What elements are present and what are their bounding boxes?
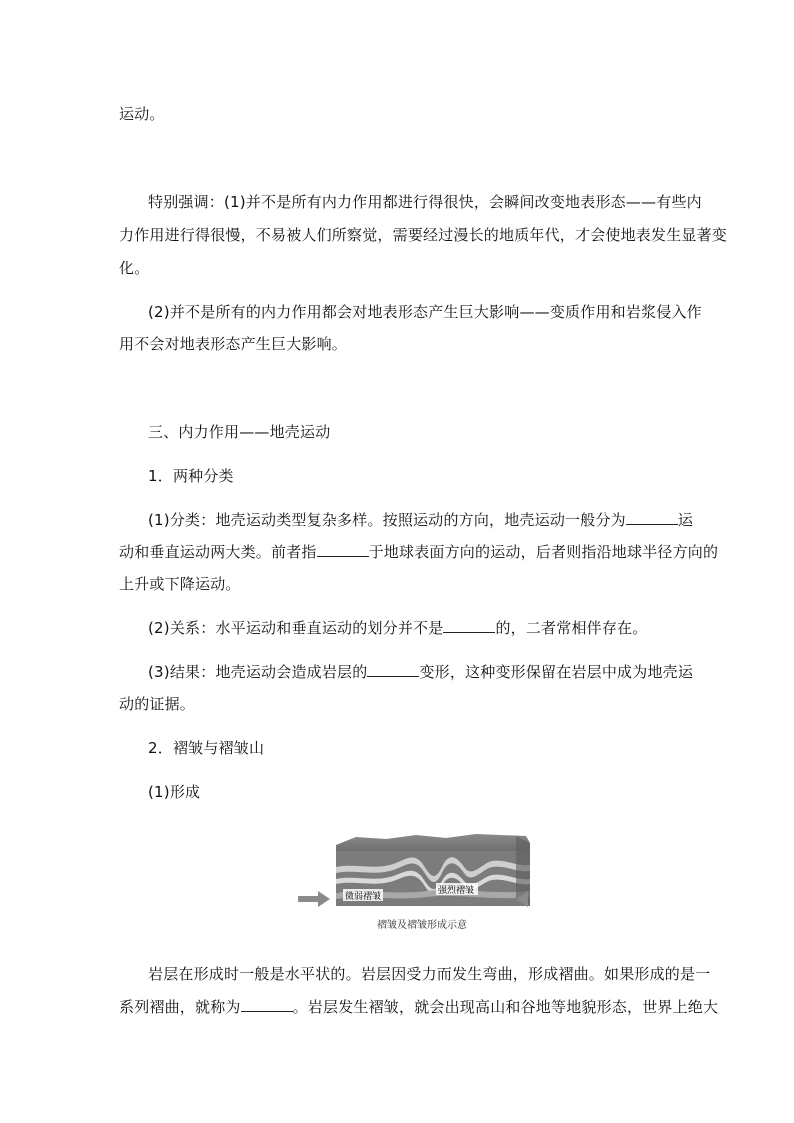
text-line	[119, 541, 718, 562]
text-line	[148, 617, 647, 638]
text-line: 岩层在形成时一般是水平状的。岩层因受力而发生弯曲，形成褶曲。如果形成的是一	[148, 965, 711, 983]
text-span: (2)关系：水平运动和垂直运动的划分并不是	[148, 619, 444, 637]
text-span: 动和垂直运动两大类。前者指	[119, 543, 317, 561]
left-arrow-icon	[298, 891, 330, 907]
label-strong-folding: 强烈褶皱	[438, 886, 475, 896]
fill-blank[interactable]	[241, 997, 293, 1012]
text-span: 变形，这种变形保留在岩层中成为地壳运	[419, 663, 694, 681]
text-line: 动的证据。	[119, 695, 196, 713]
text-span: 于地球表面方向的运动，后者则指沿地球半径方向的	[368, 543, 719, 561]
figure-caption: 褶皱及褶皱形成示意	[377, 920, 467, 931]
fill-blank[interactable]	[626, 510, 678, 525]
subsection-heading: 1．两种分类	[148, 467, 234, 485]
text-line: 力作用进行得很慢，不易被人们所察觉，需要经过漫长的地质年代，才会使地表发生显著变	[119, 226, 728, 244]
text-line: (1)形成	[148, 783, 201, 801]
fold-diagram	[296, 833, 531, 918]
text-span: (1)分类：地壳运动类型复杂多样。按照运动的方向，地壳运动一般分为	[148, 511, 626, 529]
text-span: 。岩层发生褶皱，就会出现高山和谷地等地貌形态，世界上绝大	[292, 998, 719, 1016]
text-line	[119, 996, 718, 1017]
text-span: 运	[677, 511, 694, 529]
text-line: 运动。	[119, 105, 165, 123]
text-line	[148, 661, 693, 682]
label-weak-folding: 微弱褶皱	[345, 892, 382, 902]
fill-blank[interactable]	[443, 618, 495, 633]
subsection-heading: 2．褶皱与褶皱山	[148, 739, 265, 757]
fill-blank[interactable]	[367, 662, 419, 677]
text-span: (3)结果：地壳运动会造成岩层的	[148, 663, 368, 681]
text-line: 化。	[119, 259, 150, 277]
text-line	[148, 509, 693, 530]
fill-blank[interactable]	[317, 542, 369, 557]
text-line: (2)并不是所有的内力作用都会对地表形态产生巨大影响——变质作用和岩浆侵入作	[148, 303, 702, 321]
text-line: 用不会对地表形态产生巨大影响。	[119, 335, 348, 353]
text-line: 特别强调：(1)并不是所有内力作用都进行得很快，会瞬间改变地表形态——有些内	[148, 193, 702, 211]
section-heading: 三、内力作用——地壳运动	[148, 423, 331, 441]
text-span: 系列褶曲，就称为	[119, 998, 241, 1016]
text-line: 上升或下降运动。	[119, 575, 241, 593]
text-span: 的，二者常相伴存在。	[495, 619, 648, 637]
